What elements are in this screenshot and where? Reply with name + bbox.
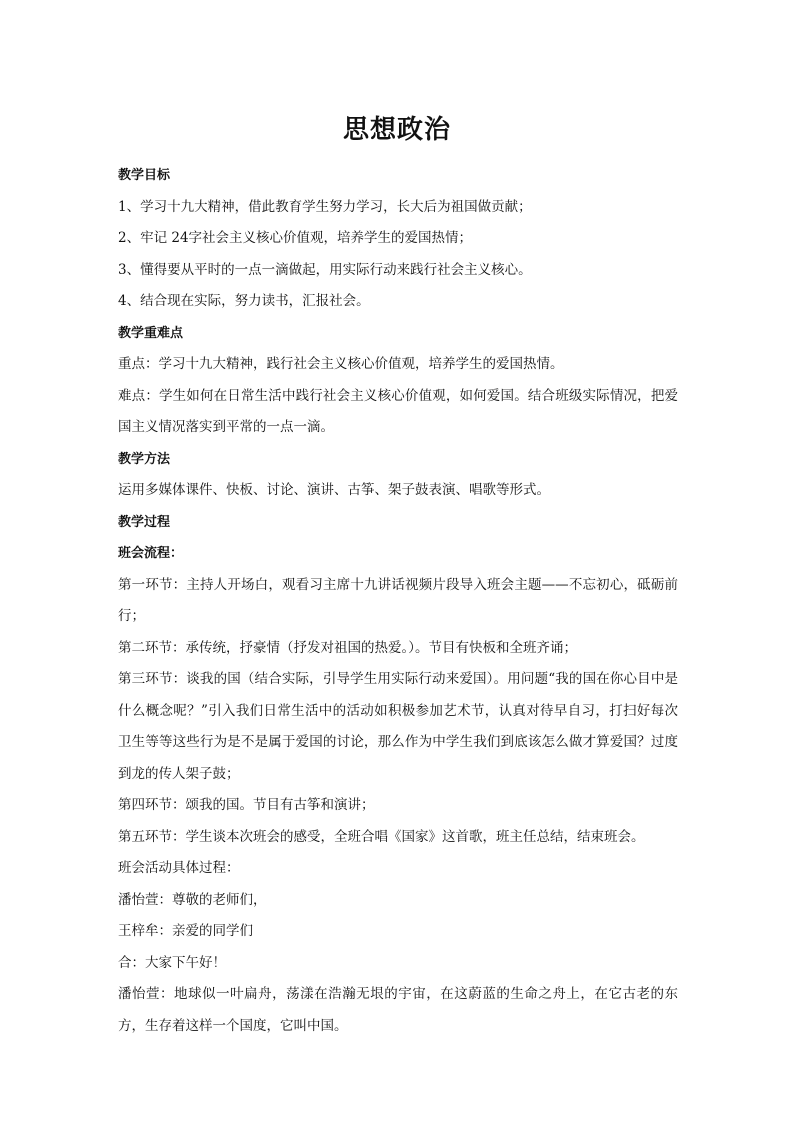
flow-step: 第四环节：颂我的国。节目有古筝和演讲；	[118, 797, 375, 813]
section-heading-key-points: 教学重难点	[118, 325, 184, 341]
section-heading-methods: 教学方法	[118, 451, 171, 467]
dialogue-line: 潘怡萱：尊敬的老师们，	[118, 891, 267, 908]
flow-step: 第二环节：承传统，抒豪情（抒发对祖国的热爱。）。节目有快板和全班齐诵；	[118, 639, 577, 656]
flow-step: 第一环节：主持人开场白，观看习主席十九讲话视频片段导入班会主题——不忘初心，砥砺前行；	[118, 576, 678, 624]
activity-heading: 班会活动具体过程：	[118, 860, 240, 876]
goal-item: 1、学习十九大精神，借此教育学生努力学习，长大后为祖国做贡献；	[118, 198, 532, 215]
flow-step: 第五环节：学生谈本次班会的感受，全班合唱《国家》这首歌，班主任总结，结束班会。	[118, 828, 645, 845]
goal-item: 4、结合现在实际，努力读书，汇报社会。	[118, 293, 370, 309]
goal-item: 3、懂得要从平时的一点一滴做起，用实际行动来践行社会主义核心。	[118, 261, 532, 278]
dialogue-line: 合：大家下午好！	[118, 954, 226, 971]
dialogue-line: 王梓牟：亲爱的同学们	[118, 923, 253, 939]
difficult-point-text: 难点：学生如何在日常生活中践行社会主义核心价值观，如何爱国。结合班级实际情况，把爱国主义情况落实到平常的一点一滴。	[118, 387, 678, 435]
document-title: 思想政治	[342, 115, 451, 145]
key-point-text: 重点：学习十九大精神，践行社会主义核心价值观，培养学生的爱国热情。	[118, 356, 564, 372]
section-heading-goals: 教学目标	[118, 168, 171, 183]
dialogue-line: 潘怡萱：地球似一叶扁舟，荡漾在浩瀚无垠的宇宙，在这蔚蓝的生命之舟上，在它古老的东方，生存着这样一个国度，它叫中国。	[118, 986, 678, 1034]
section-heading-flow: 班会流程：	[118, 546, 184, 561]
flow-step: 第三环节：谈我的国（结合实际，引导学生用实际行动来爱国）。用问题“我的国在你心目中是什么概念呢？”引入我们日常生活中的活动如积极参加艺术节，认真对待早自习，打扫好每次卫生等等这些行为是不是属于爱国的讨论，那么作为中学生我们到底该怎么做才算爱国？过度到龙的传人架子鼓；	[118, 671, 678, 782]
methods-text: 运用多媒体课件、快板、讨论、演讲、古筝、架子鼓表演、唱歌等形式。	[118, 482, 550, 498]
section-heading-process: 教学过程	[118, 514, 171, 530]
goal-item: 2、牢记 24字社会主义核心价值观，培养学生的爱国热情；	[118, 230, 473, 246]
document-body	[118, 160, 678, 1042]
